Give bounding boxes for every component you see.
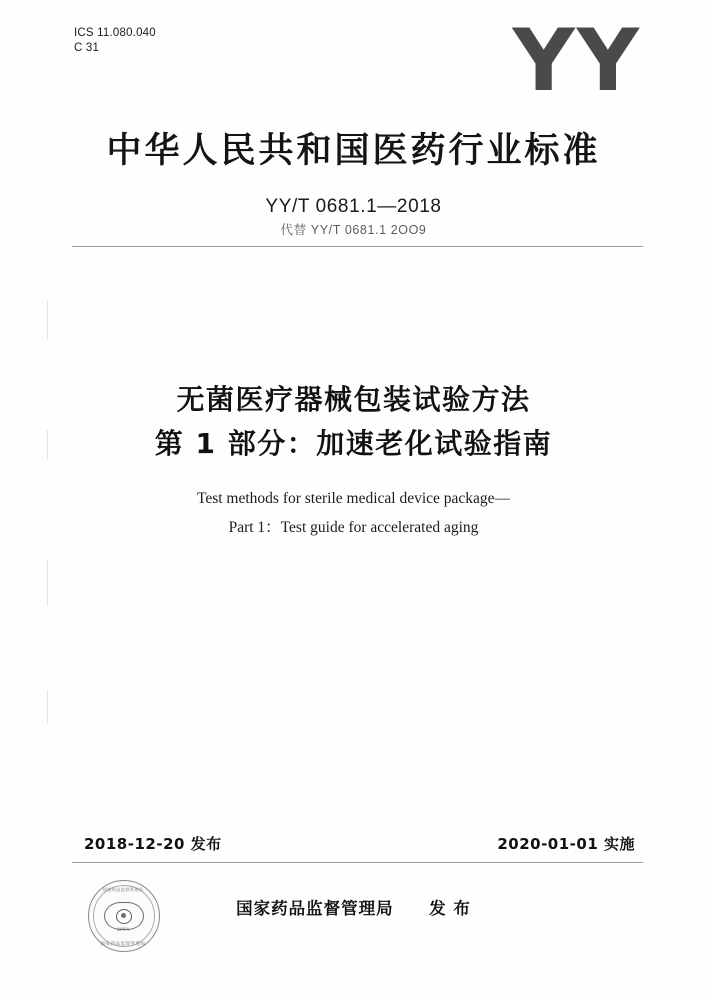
issuer-line <box>0 895 707 919</box>
implementation-date: 2020-01-01 实施 <box>497 835 635 853</box>
header-divider <box>72 246 643 247</box>
standard-number: YY/T 0681.1—2018 <box>265 196 442 217</box>
publisher-title: 中华人民共和国医药行业标准 <box>106 131 601 171</box>
document-title-en <box>0 484 707 542</box>
emblem-bottom-text: 国家药品监督管理局 <box>100 942 146 947</box>
classification-code: C 31 <box>74 42 100 54</box>
document-title-cn-line1: 无菌医疗器械包装试验方法 <box>176 383 531 416</box>
issuer-action: 发 布 <box>429 899 471 918</box>
issuer-name: 国家药品监督管理局 <box>236 899 394 918</box>
scan-artifact <box>47 690 48 724</box>
emblem-mid-text: NMPA <box>116 928 130 933</box>
replaced-standard: 代替 YY/T 0681.1 2OO9 <box>280 223 427 237</box>
scan-artifact <box>47 300 48 340</box>
document-title-cn-line2: 第 1 部分：加速老化试验指南 <box>154 427 553 460</box>
document-title-en-line2: Part 1：Test guide for accelerated aging <box>228 519 479 536</box>
scan-artifact <box>47 560 48 606</box>
document-title-en-line1: Test methods for sterile medical device package— <box>196 490 511 507</box>
ics-block <box>74 26 156 56</box>
issue-date: 2018-12-20 发布 <box>84 835 222 853</box>
footer-divider <box>72 862 643 863</box>
yy-standard-mark: YY <box>512 11 641 111</box>
scan-artifact <box>47 430 48 460</box>
ics-code: ICS 11.080.040 <box>74 27 156 39</box>
document-title-cn <box>0 378 707 466</box>
emblem-top-text: 国家药品监督管理局 <box>102 887 144 892</box>
